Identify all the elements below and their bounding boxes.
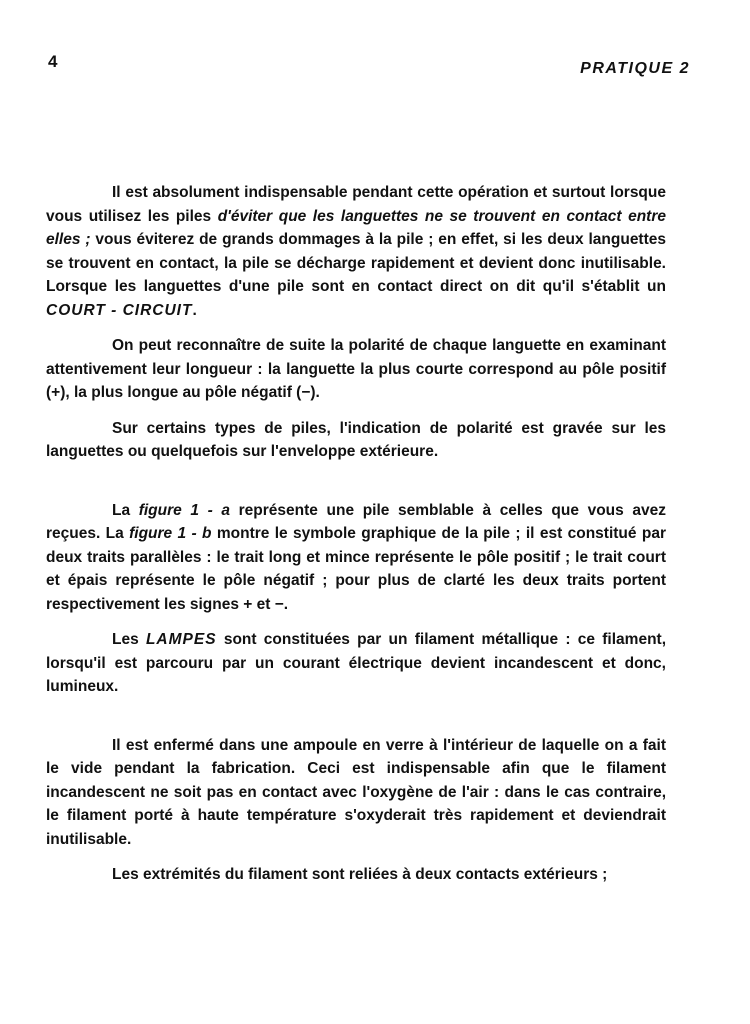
paragraph-glass-bulb: Il est enfermé dans une ampoule en verre à l'intérieur de laquelle on a fait le vide pendant la fabrication. Ceci est indispensable afin que le filament incandescent ne soit pas en contact avec l'oxygène de l'air : dans le cas contraire, le filament porté à haute température s'oxyderait très rapidement et deviendrait inutilisable. bbox=[46, 736, 666, 848]
paragraph-polarity: On peut reconnaître de suite la polarité de chaque languette en examinant attentivement leur longueur : la languette la plus courte correspond au pôle positif (+), la plus longue au pôle négatif (−). bbox=[46, 337, 666, 401]
emphasis-text: d'éviter que les languettes ne se trouvent en contact entre elles ; bbox=[46, 207, 666, 248]
paragraph-spacer bbox=[46, 616, 666, 628]
text-span: représente une pile semblable à celles que vous avez reçues. La bbox=[46, 501, 666, 542]
body-text bbox=[46, 181, 666, 887]
emphasis-term: COURT - CIRCUIT bbox=[46, 301, 193, 319]
text-span: . bbox=[192, 301, 197, 319]
page-number: 4 bbox=[48, 52, 58, 71]
paragraph-spacer bbox=[46, 464, 666, 499]
paragraph-short-circuit bbox=[46, 181, 666, 322]
figure-reference: figure 1 - a bbox=[138, 501, 231, 519]
text-span: Il est absolument indispensable pendant cette opération et surtout lorsque vous utilisez les piles bbox=[46, 184, 666, 225]
text-span: sont constituées par un filament métallique : ce filament, lorsqu'il est parcouru par un courant électrique devient incandescent et donc, lumineux. bbox=[46, 631, 667, 695]
paragraph-spacer bbox=[46, 405, 666, 417]
text-span: Les bbox=[112, 631, 146, 648]
text-span: vous éviterez de grands dommages à la pile ; en effet, si les deux languettes se trouvent en contact, la pile se décharge rapidement et devient donc inutilisable. Lorsque les languettes d'une pile sont en contact direct on dit qu'il s'établit un bbox=[46, 231, 666, 295]
text-span: montre le symbole graphique de la pile ; il est constitué par deux traits parallèles : le trait long et mince représente le pôle positif ; le trait court et épais représente le pôle négatif ; pour plus de clarté les deux traits portent respectivement les signes + et −. bbox=[46, 525, 666, 613]
paragraph-lamps bbox=[46, 628, 666, 699]
paragraph-filament-contacts: Les extrémités du filament sont reliées à deux contacts extérieurs ; bbox=[112, 866, 608, 883]
text-span: La bbox=[112, 501, 139, 519]
figure-reference: figure 1 - b bbox=[129, 525, 212, 542]
paragraph-spacer bbox=[46, 322, 666, 334]
emphasis-term: LAMPES bbox=[145, 631, 217, 648]
running-title: PRATIQUE 2 bbox=[580, 60, 690, 77]
paragraph-figure-reference bbox=[46, 499, 666, 617]
paragraph-spacer bbox=[46, 851, 666, 863]
paragraph-spacer bbox=[46, 699, 666, 734]
paragraph-polarity-marking: Sur certains types de piles, l'indication de polarité est gravée sur les languettes ou quelquefois sur l'enveloppe extérieure. bbox=[46, 419, 666, 460]
